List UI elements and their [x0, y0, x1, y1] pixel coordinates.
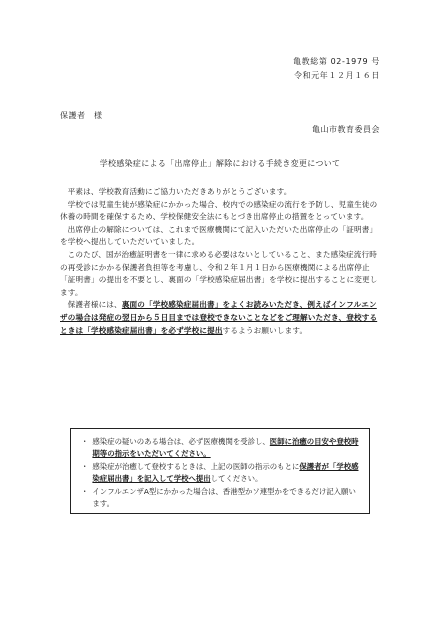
paragraph-change: このたび、国が治癒証明書を一律に求める必要はないとしていること、また感染症流行時の再受診にかかる保護者負担等を考慮し、令和２年１月１日から医療機関による出席停止「証明書」の提出を不要とし、裏面の「学校感染症届出書」を学校に提出することに変更します。	[60, 249, 378, 297]
paragraph-greeting: 平素は、学校教育活動にご協力いただきありがとうございます。	[67, 187, 292, 196]
notice-item-1-emphasis: 医師に治癒の目安や登校時期等の指示をいただいてください。	[92, 437, 359, 458]
paragraph-request	[60, 299, 380, 337]
bullet-point: ・	[81, 462, 89, 471]
recipient: 保護者 様	[60, 111, 103, 120]
bullet-point: ・	[81, 437, 89, 446]
paragraph-purpose: 学校では児童生徒が感染症にかかった場合、校内での感染症の流行を予防し、児童生徒の休養の時間を確保するため、学校保健安全法にもとづき出席停止の措置をとっています。	[60, 199, 378, 222]
document-number: 亀教総第 02-1979 号	[293, 57, 380, 66]
request-end: するようお願いします。	[222, 325, 308, 335]
notice-item-2-emphasis: 保護者が「学校感染症届出書」を記入して学校へ提出	[92, 462, 359, 483]
bullet-point: ・	[81, 487, 89, 496]
request-emphasis: 裏面の「学校感染症届出書」をよくお読みいただき、例えばインフルエンザの場合は発症の翌日から５日目までは登校できないことなどをご理解いただき、登校するときは「学校感染症届出書」を必ず学校に提出	[60, 300, 378, 335]
notice-item	[81, 436, 359, 459]
notice-item-1-text: 感染症の疑いのある場合は、必ず医療機関を受診し、	[92, 437, 270, 446]
paragraph-previous-procedure: 出席停止の解除については、これまで医療機関にて記入いただいた出席停止の「証明書」を学校へ提出していただいていました。	[60, 224, 378, 247]
sender: 亀山市教育委員会	[312, 125, 380, 134]
request-intro: 保護者様には、	[67, 300, 122, 310]
notice-item-2-end: してください。	[210, 473, 263, 483]
notice-item-2-text: 感染症が治癒して登校するときは、上記の医師の指示のもとに	[92, 462, 300, 471]
notice-item	[81, 486, 359, 509]
document-body	[60, 186, 380, 337]
document-title: 学校感染症による「出席停止」解除における手続き変更について	[99, 159, 341, 168]
notice-box	[70, 428, 370, 514]
document-date: 令和元年１２月１６日	[294, 71, 380, 80]
notice-item-3-text: インフルエンザA型にかかった場合は、香港型かソ連型かをできるだけ記入願います。	[92, 487, 356, 508]
notice-item	[81, 461, 359, 484]
